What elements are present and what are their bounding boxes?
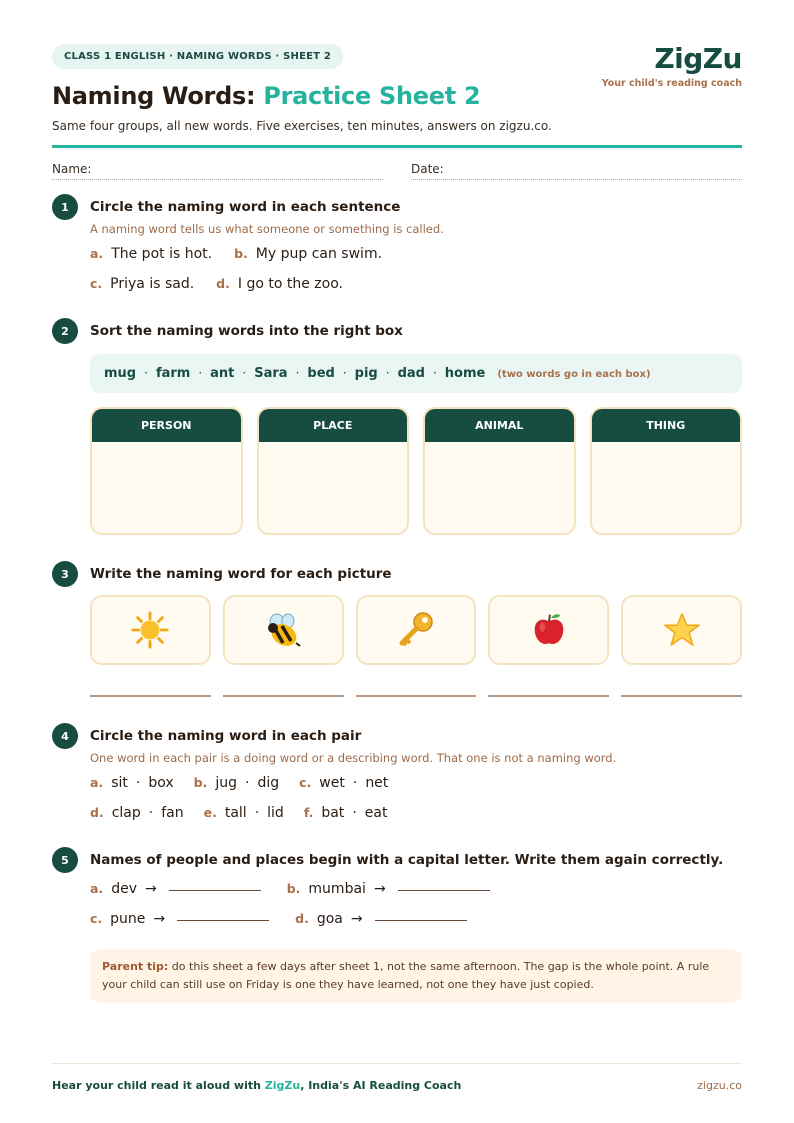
pair-separator: ·: [352, 775, 358, 791]
exercise-title: Names of people and places begin with a capital letter. Write them again correctly.: [90, 852, 724, 868]
pair-word[interactable]: box: [148, 775, 174, 791]
header-divider: [52, 145, 742, 148]
pair-word[interactable]: wet: [319, 775, 345, 791]
bank-word: ant: [210, 366, 235, 381]
item-letter: c.: [90, 276, 103, 291]
pair-word[interactable]: net: [365, 775, 389, 791]
answer-line[interactable]: [90, 695, 211, 697]
item-letter: d.: [90, 805, 104, 820]
word-separator: ·: [144, 366, 148, 380]
worksheet: [52, 44, 742, 1003]
capital-item: [295, 911, 466, 927]
brand-tagline: Your child's reading coach: [601, 78, 742, 89]
exercise-title: Write the naming word for each picture: [90, 566, 392, 582]
answer-blank[interactable]: [375, 920, 467, 921]
key-icon: [396, 610, 436, 650]
answer-blank[interactable]: [177, 920, 269, 921]
exercise-3: [52, 561, 742, 697]
answer-blank[interactable]: [169, 890, 261, 891]
arrow-icon: →: [373, 881, 386, 897]
capital-item: [90, 911, 269, 927]
pair-word[interactable]: clap: [111, 805, 141, 821]
pair-word[interactable]: dig: [257, 775, 280, 791]
answer-blank[interactable]: [398, 890, 490, 891]
footer-brand-link[interactable]: ZigZu: [264, 1079, 301, 1092]
footer-promo: [52, 1079, 461, 1092]
picture-item: [223, 595, 344, 697]
exercise-1: [52, 194, 742, 292]
exercise-number: 2: [52, 318, 78, 344]
bank-word: farm: [155, 366, 191, 381]
sentence-item[interactable]: [234, 246, 382, 262]
sentence-item[interactable]: [90, 246, 212, 262]
sentence-text: Priya is sad.: [110, 276, 195, 292]
item-letter: c.: [299, 775, 312, 790]
exercise-number: 4: [52, 723, 78, 749]
pair-item[interactable]: [90, 805, 184, 821]
star-icon: [663, 611, 701, 649]
sentence-row: [90, 276, 742, 292]
capital-row: [90, 881, 742, 897]
sentence-item[interactable]: [216, 276, 343, 292]
brand-block: [602, 44, 742, 89]
picture-box: [90, 595, 211, 665]
lowercase-word: goa: [316, 911, 343, 927]
item-letter: e.: [203, 805, 217, 820]
item-letter: b.: [234, 246, 248, 261]
sort-box-heading: PLACE: [259, 409, 408, 442]
word-separator: ·: [385, 366, 390, 380]
answer-line[interactable]: [223, 695, 344, 697]
answer-line[interactable]: [621, 695, 742, 697]
title-accent: Practice Sheet 2: [263, 82, 481, 110]
picture-item: [90, 595, 211, 697]
footer-promo-end: , India's AI Reading Coach: [300, 1079, 462, 1092]
picture-box: [621, 595, 742, 665]
exercise-note: One word in each pair is a doing word or a describing word. That one is not a naming word.: [90, 751, 617, 765]
bank-word: home: [444, 366, 486, 381]
capital-row: [90, 911, 742, 927]
lowercase-word: dev: [111, 881, 137, 897]
pair-word[interactable]: lid: [267, 805, 284, 821]
header: [52, 44, 742, 180]
item-letter: a.: [90, 246, 104, 261]
lowercase-word: pune: [110, 911, 146, 927]
item-letter: f.: [303, 805, 314, 820]
word-bank-note: (two words go in each box): [497, 369, 651, 380]
sentence-text: The pot is hot.: [111, 246, 213, 262]
pair-separator: ·: [352, 805, 357, 821]
bank-word: bed: [307, 366, 335, 381]
page-subtitle: Same four groups, all new words. Five exercises, ten minutes, answers on zigzu.co.: [52, 119, 552, 133]
item-letter: a.: [90, 775, 104, 790]
footer-promo-start: Hear your child read it aloud with: [52, 1079, 265, 1092]
tip-label: Parent tip:: [102, 960, 169, 973]
word-separator: ·: [242, 366, 247, 380]
exercise-number: 5: [52, 847, 78, 873]
word-separator: ·: [342, 366, 347, 380]
pair-separator: ·: [135, 775, 141, 791]
sort-box-place[interactable]: [257, 407, 410, 535]
sort-box-person[interactable]: [90, 407, 243, 535]
brand-logo: ZigZu: [654, 42, 742, 75]
picture-box: [223, 595, 344, 665]
tip-text: do this sheet a few days after sheet 1, not the same afternoon. The gap is the whole point. A rule your child can still use on Friday is one they have learned, not one they have just copied.: [102, 960, 710, 991]
apple-icon: [530, 611, 568, 649]
footer: [52, 1079, 742, 1092]
answer-line[interactable]: [488, 695, 609, 697]
pair-item[interactable]: [194, 775, 279, 791]
pair-item[interactable]: [299, 775, 388, 791]
pair-word[interactable]: tall: [224, 805, 247, 821]
pair-item[interactable]: [90, 775, 174, 791]
bank-word: pig: [354, 366, 378, 381]
exercise-5: [52, 847, 742, 927]
item-letter: c.: [90, 911, 103, 926]
exercise-2: [52, 318, 742, 535]
date-field[interactable]: Date:: [411, 162, 742, 180]
exercise-title: Circle the naming word in each sentence: [90, 199, 401, 215]
pair-word[interactable]: jug: [215, 775, 237, 791]
pair-separator: ·: [148, 805, 154, 821]
lowercase-word: mumbai: [308, 881, 366, 897]
name-date-row: [52, 162, 742, 180]
answer-line[interactable]: [356, 695, 477, 697]
pair-item[interactable]: [204, 805, 284, 821]
name-field[interactable]: Name:: [52, 162, 383, 180]
bee-icon: [263, 610, 303, 650]
item-letter: d.: [295, 911, 309, 926]
sentence-item[interactable]: [90, 276, 194, 292]
sort-box-thing[interactable]: [590, 407, 743, 535]
footer-divider: [52, 1063, 742, 1064]
bank-word: dad: [397, 366, 425, 381]
word-separator: ·: [432, 366, 437, 380]
word-separator: ·: [295, 366, 300, 380]
sort-box-animal[interactable]: [423, 407, 576, 535]
sort-box-heading: ANIMAL: [425, 409, 574, 442]
arrow-icon: →: [153, 911, 166, 927]
exercise-note: A naming word tells us what someone or something is called.: [90, 222, 444, 236]
title-main: Naming Words:: [52, 82, 264, 110]
sort-box-heading: PERSON: [92, 409, 241, 442]
picture-item: [488, 595, 609, 697]
item-letter: b.: [286, 881, 301, 896]
pair-word[interactable]: fan: [161, 805, 184, 821]
pair-word[interactable]: sit: [111, 775, 128, 791]
pair-separator: ·: [254, 805, 260, 821]
pair-separator: ·: [245, 775, 250, 791]
capital-item: [287, 881, 490, 897]
sort-box-heading: THING: [592, 409, 741, 442]
pair-row: [90, 805, 742, 821]
picture-box: [356, 595, 477, 665]
arrow-icon: →: [144, 881, 157, 897]
exercise-number: 3: [52, 561, 78, 587]
picture-box: [488, 595, 609, 665]
bank-word: mug: [104, 366, 137, 381]
picture-row: [52, 595, 742, 697]
pair-row: [90, 775, 742, 791]
pair-word[interactable]: eat: [364, 805, 388, 821]
parent-tip: [90, 949, 742, 1003]
sentence-text: I go to the zoo.: [237, 276, 343, 292]
item-letter: a.: [90, 881, 104, 896]
exercise-number: 1: [52, 194, 78, 220]
footer-website-link[interactable]: zigzu.co: [697, 1079, 742, 1092]
word-separator: ·: [198, 366, 203, 380]
word-bank: [90, 354, 742, 393]
capital-item: [90, 881, 261, 897]
picture-item: [621, 595, 742, 697]
item-letter: d.: [216, 276, 230, 291]
exercise-title: Sort the naming words into the right box: [90, 323, 403, 339]
item-letter: b.: [193, 775, 208, 790]
sentence-text: My pup can swim.: [255, 246, 383, 262]
sentence-row: [90, 246, 742, 262]
exercise-4: [52, 723, 742, 821]
sun-icon: [131, 611, 169, 649]
pair-word[interactable]: bat: [321, 805, 345, 821]
arrow-icon: →: [350, 911, 363, 927]
sort-boxes: [90, 407, 742, 535]
class-pill: CLASS 1 ENGLISH · NAMING WORDS · SHEET 2: [52, 44, 343, 69]
pair-item[interactable]: [304, 805, 388, 821]
bank-word: Sara: [254, 366, 288, 381]
picture-item: [356, 595, 477, 697]
exercise-title: Circle the naming word in each pair: [90, 728, 362, 744]
